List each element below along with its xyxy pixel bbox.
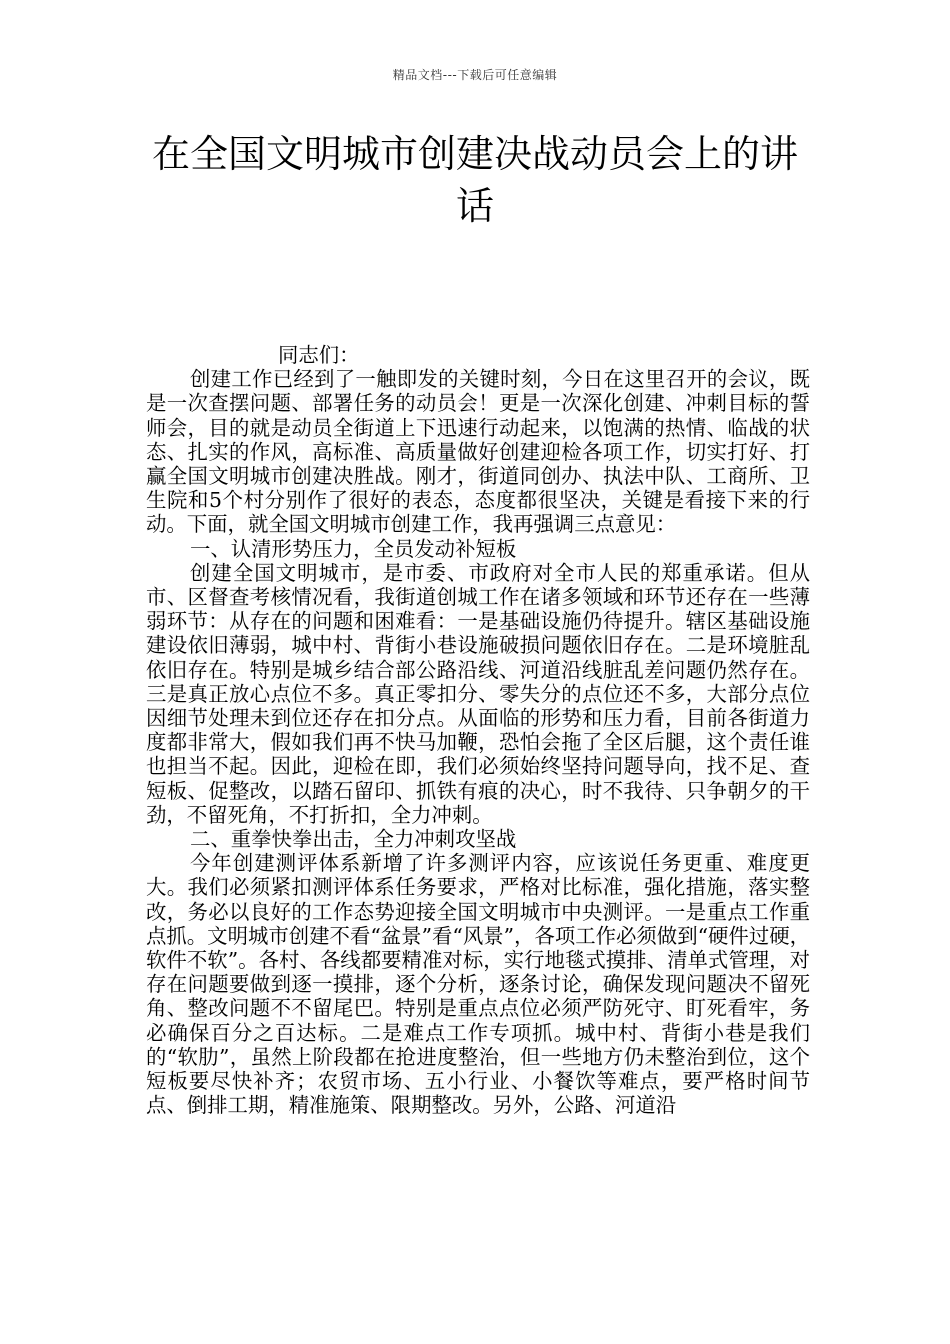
section-heading-1: 一、认清形势压力，全员发动补短板 <box>190 536 517 561</box>
paragraph-intro: 创建工作已经到了一触即发的关键时刻，今日在这里召开的会议，既是一次查摆问题、部署任务的动员会！更是一次深化创建、冲刺目标的誓师会，目的就是动员全街道上下迅速行动起来，以饱满的热情、临战的状态、扎实的作风，高标准、高质量做好创建迎检各项工作，切实打好、打赢全国文明城市创建决胜战。刚才，街道同创办、执法中队、工商所、卫生院和5个村分别作了很好的表态，态度都很坚决，关键是看接下来的行动。下面，就全国文明城市创建工作，我再强调三点意见： <box>146 367 810 537</box>
paragraph-section-1: 创建全国文明城市，是市委、市政府对全市人民的郑重承诺。但从市、区督查考核情况看，我街道创城工作在诸多领域和环节还存在一些薄弱环节：从存在的问题和困难看：一是基础设施仍待提升。辖区基础设施建设依旧薄弱，城中村、背街小巷设施破损问题依旧存在。二是环境脏乱依旧存在。特别是城乡结合部公路沿线、河道沿线脏乱差问题仍然存在。三是真正放心点位不多。真正零扣分、零失分的点位还不多，大部分点位因细节处理未到位还存在扣分点。从面临的形势和压力看，目前各街道力度都非常大，假如我们再不快马加鞭，恐怕会拖了全区后腿，这个责任谁也担当不起。因此，迎检在即，我们必须始终坚持问题导向，找不足、查短板、促整改，以踏石留印、抓铁有痕的决心，时不我待、只争朝夕的干劲，不留死角，不打折扣，全力冲刺。 <box>146 560 810 827</box>
salutation: 同志们： <box>278 343 360 367</box>
document-title: 在全国文明城市创建决战动员会上的讲话 <box>151 132 798 228</box>
page-header: 精品文档---下载后可任意编辑 <box>392 68 558 82</box>
paragraph-section-2: 今年创建测评体系新增了许多测评内容，应该说任务更重、难度更大。我们必须紧扣测评体系任务要求，严格对比标准，强化措施，落实整改，务必以良好的工作态势迎接全国文明城市中央测评。一是重点工作重点抓。文明城市创建不看“盆景”看“风景”，各项工作必须做到“硬件过硬，软件不软”。各村、各线都要精准对标，实行地毯式摸排、清单式管理，对存在问题要做到逐一摸排，逐个分析，逐条讨论，确保发现问题决不留死角、整改问题不不留尾巴。特别是重点点位必须严防死守、盯死看牢，务必确保百分之百达标。二是难点工作专项抓。城中村、背街小巷是我们的“软肋”，虽然上阶段都在抢进度整治，但一些地方仍未整治到位，这个短板要尽快补齐；农贸市场、五小行业、小餐饮等难点，要严格时间节点、倒排工期，精准施策、限期整改。另外，公路、河道沿 <box>146 851 810 1118</box>
document-body <box>146 343 810 1118</box>
section-heading-2: 二、重拳快拳出击，全力冲刺攻坚战 <box>190 827 517 852</box>
